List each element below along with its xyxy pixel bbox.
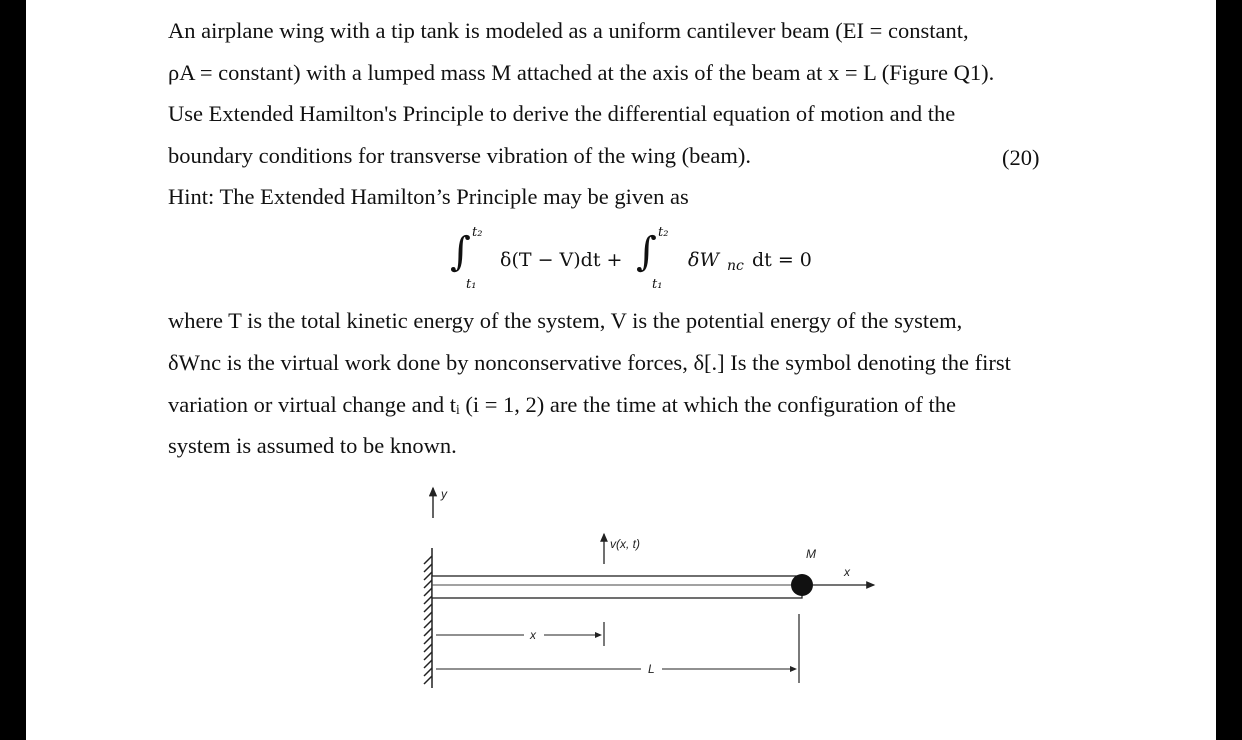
document-page — [26, 0, 1216, 740]
integrand-2-subscript: nc — [727, 258, 744, 274]
lower-limit-1: t₁ — [466, 277, 477, 292]
integral-sign-2: ∫ — [636, 229, 657, 275]
question-line-1: An airplane wing with a tip tank is modeled as a uniform cantilever beam (EI = constant, — [168, 18, 969, 43]
question-line-4: boundary conditions for transverse vibration of the wing (beam). — [168, 143, 751, 168]
tip-mass — [791, 574, 813, 596]
hamilton-formula — [436, 225, 856, 305]
fixed-wall — [424, 548, 432, 688]
cantilever-figure — [396, 478, 896, 703]
explanation-line-3: variation or virtual change and tᵢ (i = 1, 2) are the time at which the configuration of the — [168, 392, 956, 417]
explanation-line-2: δWnc is the virtual work done by nonconservative forces, δ[.] Is the symbol denoting the first — [168, 350, 1011, 375]
formula-tail: dt = 0 — [752, 249, 812, 271]
position-label: x — [530, 628, 536, 642]
length-label: L — [648, 662, 655, 676]
x-axis-label: x — [844, 565, 850, 579]
upper-limit-1: t₂ — [472, 225, 483, 240]
integrand-2: δW — [688, 249, 719, 271]
mass-label: M — [806, 547, 816, 561]
upper-limit-2: t₂ — [658, 225, 669, 240]
question-line-3: Use Extended Hamilton's Principle to derive the differential equation of motion and the — [168, 101, 956, 126]
y-axis-label: y — [441, 487, 447, 501]
explanation-line-1: where T is the total kinetic energy of the system, V is the potential energy of the system, — [168, 308, 963, 333]
beam — [432, 576, 802, 598]
question-line-2: ρA = constant) with a lumped mass M attached at the axis of the beam at x = L (Figure Q1). — [168, 60, 995, 85]
deflection-label: v(x, t) — [610, 537, 640, 551]
lower-limit-2: t₁ — [652, 277, 663, 292]
integrand-1: δ(T − V)dt + — [500, 249, 623, 271]
hint-line: Hint: The Extended Hamilton’s Principle may be given as — [168, 184, 689, 209]
marks-label: (20) — [1002, 145, 1040, 170]
explanation-line-4: system is assumed to be known. — [168, 433, 457, 458]
integral-sign-1: ∫ — [450, 229, 471, 275]
